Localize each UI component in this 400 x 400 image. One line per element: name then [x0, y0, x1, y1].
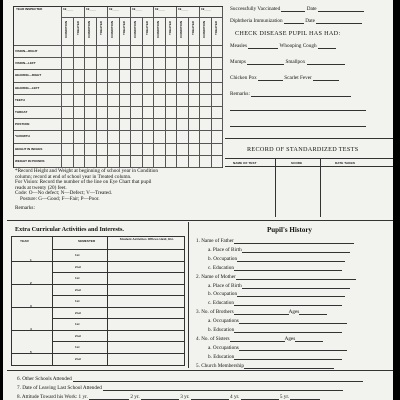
ages-blank: [299, 309, 327, 315]
note-line: For Vision: Record the number of the line on Eye Chart that pupil: [15, 179, 152, 186]
extra-year-label: 5: [30, 350, 32, 354]
last-school-row: [17, 385, 343, 391]
tests-table: [225, 158, 393, 217]
history-item: [196, 238, 354, 244]
tests-col-date: DATE TAKEN: [335, 161, 355, 165]
grid-rule: [14, 45, 222, 46]
history-item: [208, 256, 345, 262]
history-item-label: a. Occupations: [208, 318, 239, 325]
grid-rule: [96, 17, 97, 167]
other-schools-row: [17, 376, 363, 382]
vaccinated-date-label: Date: [306, 6, 317, 12]
extra-row-rule: [52, 295, 184, 296]
grid-rule: [188, 17, 189, 167]
smallpox-label: Smallpox: [285, 59, 306, 65]
ages-blank: [295, 336, 323, 342]
grid-row-label: *GROWTH: [15, 134, 30, 139]
last-school-blank: [103, 385, 343, 391]
grid-row-label: VISION—LEFT: [15, 61, 36, 66]
history-item-blank: [244, 363, 334, 369]
section-divider: [225, 138, 393, 139]
extra-semester-label: 2nd: [75, 264, 81, 269]
grid-rule: [211, 17, 212, 167]
note-line: Code: O—No defect; N—Defect; V—Treated.: [15, 190, 112, 197]
grid-rule: [165, 17, 166, 167]
history-item: [208, 300, 342, 306]
grid-row-label: THROAT: [15, 110, 28, 114]
extra-row-rule: [12, 330, 184, 331]
measles-label: Measles: [230, 43, 247, 49]
other-schools-blank: [73, 376, 363, 382]
tests-header-rule: [225, 166, 393, 167]
whooping-cough-blank: [318, 43, 336, 49]
disease-remarks-row: [230, 91, 351, 97]
history-item-blank: [237, 291, 345, 297]
mumps-label: Mumps: [230, 59, 246, 65]
note-line: column; record at end of school year in Treated column.: [15, 173, 132, 180]
condition-col-label: CONDITION: [179, 21, 183, 38]
vaccinated-blank: [281, 6, 305, 12]
section-divider: [7, 370, 393, 371]
vaccinated-row: [230, 6, 364, 12]
grid-rule: [14, 69, 222, 70]
history-title: Pupil's History: [267, 226, 312, 234]
grid-rule: [14, 143, 222, 144]
grid-rule: [61, 17, 222, 18]
history-item-label: c. Education: [208, 264, 234, 271]
tests-col-score: SCORE: [291, 161, 303, 165]
treated-col-label: TREATED: [75, 21, 80, 35]
condition-col-label: CONDITION: [87, 21, 91, 38]
chicken-pox-label: Chicken Pox: [230, 75, 257, 81]
attitude-yr5: 5 yr.: [279, 394, 290, 400]
grid-row-label: HEARING—RIGHT: [15, 73, 42, 78]
history-item-blank: [234, 300, 342, 306]
year-cell: 19____: [132, 7, 143, 11]
extra-semester-label: 2nd: [75, 287, 81, 292]
history-item-blank: [234, 309, 289, 315]
vaccinated-label: Successfully Vaccinated: [230, 6, 281, 12]
grid-rule: [14, 82, 222, 83]
history-item-blank: [230, 336, 285, 342]
condition-col-label: CONDITION: [156, 21, 160, 38]
extra-semester-label: 2nd: [75, 356, 81, 361]
history-item-label: b. Education: [208, 353, 235, 360]
attitude-blank: [141, 394, 179, 400]
immunization-row: [230, 18, 362, 24]
disease-remarks-label: Remarks:: [230, 91, 250, 97]
history-item: [208, 327, 342, 333]
extra-table: [11, 236, 185, 366]
smallpox-blank: [307, 59, 345, 65]
attitude-blank: [241, 394, 279, 400]
history-item-blank: [236, 274, 356, 280]
other-schools-label: 6. Other Schools Attended: [17, 376, 72, 382]
extra-semester-label: 1st: [75, 345, 80, 349]
grid-row-label: HEARING—LEFT: [15, 85, 40, 90]
last-school-label: 7. Date of Leaving Last School Attended: [17, 385, 102, 391]
grid-rule: [73, 17, 74, 167]
extra-semester-label: 1st: [75, 276, 80, 280]
history-divider: [188, 222, 189, 368]
disease-title: CHECK DISEASE PUPIL HAS HAD:: [235, 30, 341, 37]
health-inspection-grid: [13, 6, 223, 168]
disease-row-1: [230, 43, 336, 49]
history-item: [208, 291, 345, 297]
tests-col-name: NAME OF TEST: [233, 161, 257, 165]
extra-year-label: 2: [30, 281, 32, 285]
mumps-blank: [247, 59, 284, 65]
extra-col-rule: [107, 237, 108, 365]
history-item: [208, 318, 347, 324]
condition-col-label: CONDITION: [133, 21, 137, 38]
extra-row-rule: [52, 318, 184, 319]
tests-col-rule: [320, 159, 321, 217]
history-item: [196, 309, 327, 315]
grid-rule: [14, 94, 222, 95]
history-item: [196, 274, 356, 280]
history-item: [208, 283, 350, 289]
history-item-label: a. Place of Birth: [208, 282, 242, 289]
extra-semester-label: 1st: [75, 253, 80, 257]
history-item-blank: [237, 256, 345, 262]
scarlet-fever-label: Scarlet Fever: [284, 75, 312, 81]
treated-col-label: TREATED: [144, 21, 149, 35]
grid-rule: [14, 106, 222, 107]
note-line: reads at twenty (20) feet.: [15, 184, 67, 191]
immunization-date-label: Date: [305, 18, 315, 24]
extra-row-rule: [52, 341, 184, 342]
history-item-label: 3. No. of Brothers: [196, 309, 234, 316]
history-item-blank: [242, 283, 350, 289]
grid-rule: [14, 155, 222, 156]
year-inspected-label: YEAR INSPECTED: [16, 7, 43, 11]
extra-row-rule: [52, 272, 184, 273]
grid-row-label: HEIGHT IN INCHES: [15, 146, 43, 151]
extra-semester-label: 1st: [75, 322, 80, 326]
extra-year-label: 1: [30, 258, 32, 262]
tests-title: RECORD OF STANDARDIZED TESTS: [247, 146, 359, 153]
grid-rule: [14, 118, 222, 119]
history-item-blank: [234, 265, 342, 271]
history-item-label: c. Education: [208, 300, 234, 307]
ages-label: Ages: [284, 335, 296, 342]
history-item-label: 5. Church Membership: [196, 362, 244, 369]
grid-rule: [14, 57, 222, 58]
extra-row-rule: [12, 284, 184, 285]
attitude-blank: [290, 394, 320, 400]
treated-col-label: TREATED: [190, 21, 195, 35]
grid-row-label: VISION—RIGHT: [15, 49, 38, 53]
history-item-label: b. Education: [208, 327, 235, 333]
grid-row-label: POSTURE: [15, 122, 30, 127]
year-cell: 19____: [155, 7, 166, 11]
extra-title: Extra Curricular Activities and Interests.: [15, 226, 124, 233]
immunization-blank: [284, 18, 304, 24]
history-item: [196, 363, 334, 369]
scarlet-fever-blank: [313, 75, 339, 81]
year-cell: 19____: [201, 7, 212, 11]
extra-semester-label: 1st: [75, 299, 80, 303]
grid-remarks-label: Remarks:: [15, 204, 35, 211]
year-cell: 19____: [109, 7, 120, 11]
extra-col-semester: SEMESTER: [78, 239, 96, 243]
extra-row-rule: [52, 249, 184, 250]
condition-col-label: CONDITION: [202, 21, 206, 38]
history-item-blank: [234, 354, 342, 360]
measles-blank: [248, 43, 278, 49]
history-item-blank: [234, 327, 342, 333]
history-item-blank: [234, 238, 354, 244]
immunization-label: Diphtheria Immunization: [230, 18, 283, 24]
remarks-blank-line: [230, 126, 366, 127]
history-item-label: a. Occupations: [208, 344, 239, 351]
record-card-page: [3, 0, 393, 400]
extra-semester-label: 2nd: [75, 310, 81, 315]
extra-row-rule: [12, 353, 184, 354]
history-item: [208, 265, 342, 271]
extra-row-rule: [12, 261, 184, 262]
attitude-yr3: 3 yr.: [180, 394, 190, 400]
extra-col-activities: Student Activities Offices Held, Etc.: [119, 237, 175, 241]
attitude-blank: [191, 394, 229, 400]
attitude-blank: [89, 394, 129, 400]
tests-col-rule: [275, 159, 276, 217]
attitude-row: [17, 394, 320, 400]
attitude-yr4: 4 yr.: [230, 394, 240, 400]
grid-rule: [119, 17, 120, 167]
history-item: [208, 354, 342, 360]
extra-year-label: 3: [30, 304, 32, 308]
grid-rule: [14, 130, 222, 131]
attitude-label: 8. Attitude Toward his Work: 1 yr.: [17, 394, 88, 400]
disease-remarks-blank: [251, 91, 351, 97]
history-item: [208, 345, 347, 351]
note-line: Posture: G—Good; F—Fair; P—Poor.: [20, 195, 100, 202]
extra-semester-label: 2nd: [75, 333, 81, 338]
history-item-label: b. Occupation: [208, 255, 238, 262]
history-item-blank: [242, 247, 350, 253]
history-item: [196, 336, 323, 342]
condition-col-label: CONDITION: [110, 21, 114, 38]
grid-row-label: WEIGHT IN POUNDS: [15, 158, 45, 163]
treated-col-label: TREATED: [213, 21, 218, 35]
grid-row-label: TEETH: [15, 97, 25, 102]
note-line: *Record Height and Weight at beginning of school year in Condition: [15, 168, 158, 174]
treated-col-label: TREATED: [167, 21, 172, 35]
extra-year-label: 4: [30, 327, 32, 331]
history-item-blank: [239, 345, 347, 351]
history-item-label: b. Occupation: [208, 291, 238, 298]
attitude-yr2: 2 yr.: [130, 394, 140, 400]
grid-notes: [15, 169, 158, 211]
history-item-label: 4. No. of Sisters: [196, 335, 230, 342]
history-item-label: a. Place of Birth: [208, 246, 242, 253]
remarks-blank-line: [230, 110, 366, 111]
disease-row-3: [230, 75, 339, 81]
disease-row-2: [230, 59, 345, 65]
chicken-pox-blank: [258, 75, 283, 81]
extra-row-rule: [12, 307, 184, 308]
history-item: [208, 247, 350, 253]
grid-rule: [222, 7, 223, 167]
year-cell: 19____: [63, 7, 74, 11]
year-cell: 19____: [86, 7, 97, 11]
extra-col-year: YEAR: [20, 239, 29, 243]
whooping-cough-label: Whooping Cough: [279, 43, 317, 49]
treated-col-label: TREATED: [121, 21, 126, 35]
year-cell: 19____: [178, 7, 189, 11]
grid-rule: [142, 17, 143, 167]
section-divider: [7, 220, 393, 221]
ages-label: Ages: [288, 309, 300, 316]
extra-col-rule: [52, 237, 53, 365]
treated-col-label: TREATED: [98, 21, 103, 35]
history-item-label: 2. Name of Mother: [196, 273, 236, 280]
immunization-date-blank: [316, 18, 362, 24]
history-item-blank: [239, 318, 347, 324]
condition-col-label: CONDITION: [64, 21, 68, 38]
vaccinated-date-blank: [318, 6, 364, 12]
history-item-label: 1. Name of Father: [196, 238, 234, 244]
